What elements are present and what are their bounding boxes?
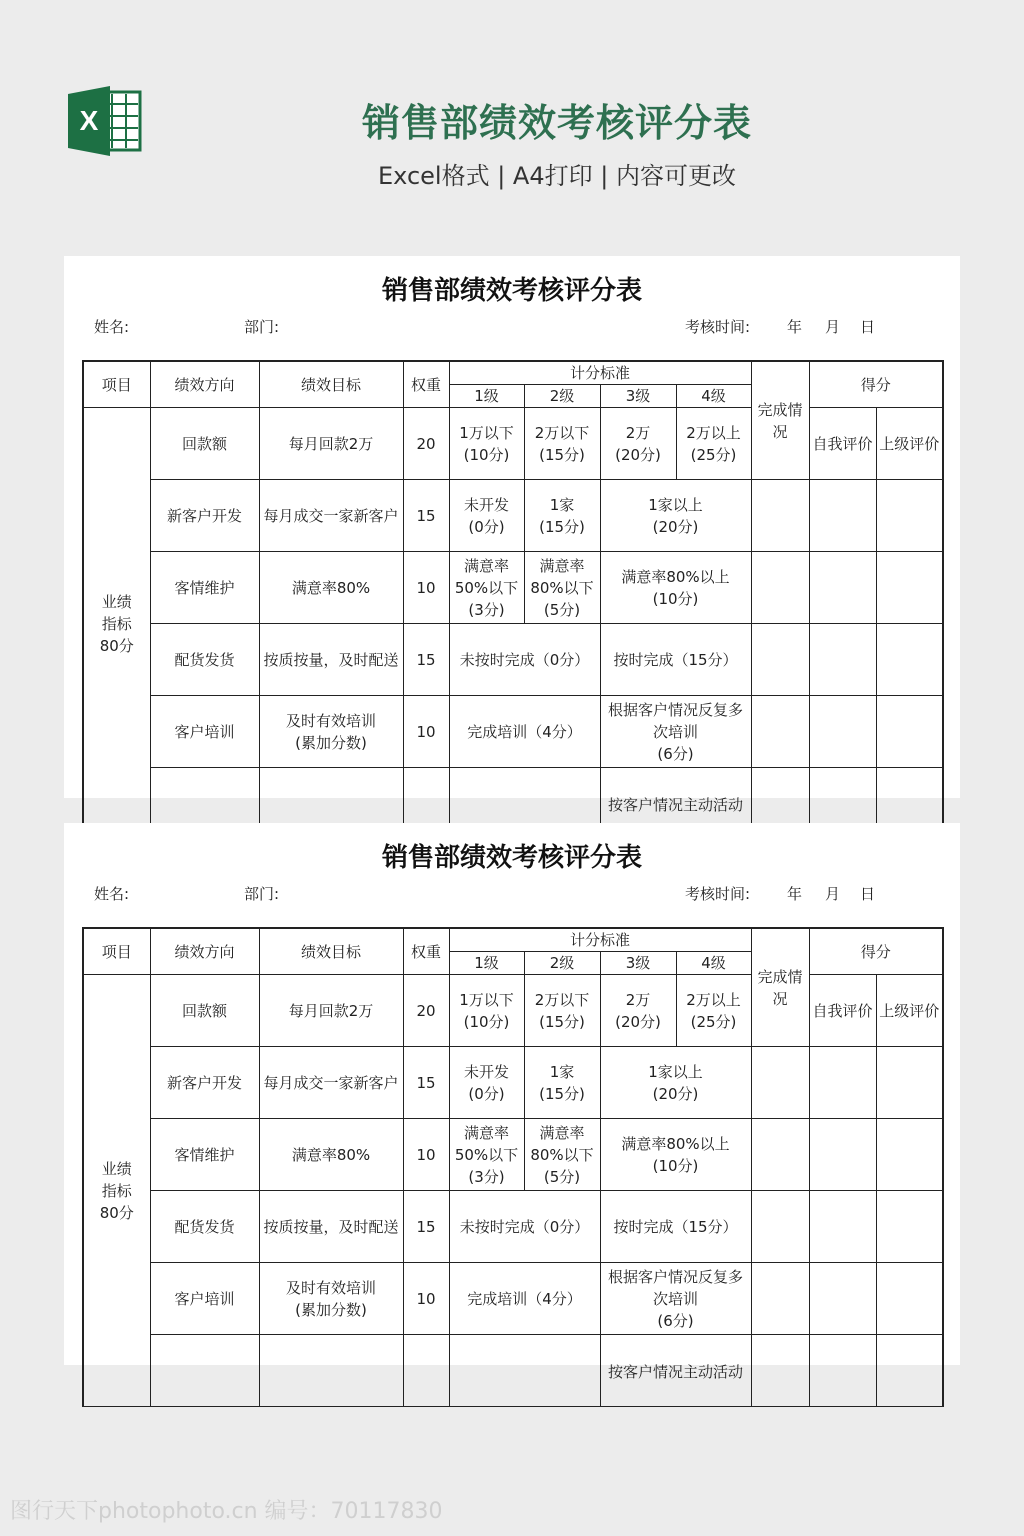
cut-row-text: 按客户情况主动活动 — [608, 1362, 744, 1381]
header-score: 得分 — [809, 928, 943, 975]
completion-cell — [751, 696, 809, 768]
day-label: 日 — [860, 885, 876, 903]
cut-row-text: 按客户情况主动活动 — [608, 795, 744, 814]
level-2-cell: 1家 (15分) — [524, 1047, 600, 1119]
level-1-2-cell: 完成培训（4分） — [449, 1263, 600, 1335]
header-item: 项目 — [83, 361, 150, 408]
watermark: 图行天下photophoto.cn 编号：70117830 — [10, 1499, 443, 1524]
month-label: 月 — [825, 318, 841, 336]
level-1-2-cell: 完成培训（4分） — [449, 696, 600, 768]
target-cell: 每月成交一家新客户 — [259, 480, 403, 552]
page-subtitle: Excel格式 | A4打印 | 内容可更改 — [378, 162, 736, 190]
direction-cell: 客户培训 — [150, 1263, 259, 1335]
table-row — [83, 1263, 943, 1335]
day-label: 日 — [860, 318, 876, 336]
table-row — [83, 696, 943, 768]
direction-cell: 客情维护 — [150, 552, 259, 624]
weight-cell: 10 — [403, 552, 449, 624]
completion-cell — [751, 552, 809, 624]
target-cell: 及时有效培训 (累加分数) — [259, 696, 403, 768]
level-3-cell: 2万 (20分) — [600, 975, 676, 1047]
table-row — [83, 975, 943, 1047]
header-direction: 绩效方向 — [150, 361, 259, 408]
superior-eval-cell — [876, 1263, 943, 1335]
info-row — [64, 316, 960, 338]
header-level-3: 3级 — [600, 952, 676, 975]
level-1-cell: 满意率 50%以下 (3分) — [449, 552, 524, 624]
level-1-2-cell: 未按时完成（0分） — [449, 1191, 600, 1263]
superior-eval-cell — [876, 1047, 943, 1119]
header-completion: 完成情况 — [751, 928, 809, 1047]
superior-eval-cell — [876, 1119, 943, 1191]
page-title: 销售部绩效考核评分表 — [361, 101, 752, 145]
header-row — [83, 361, 943, 385]
level-1-cell: 未开发 (0分) — [449, 1047, 524, 1119]
self-eval-header: 自我评价 — [812, 1001, 873, 1020]
self-eval-cell — [809, 1263, 876, 1335]
header-weight: 权重 — [403, 928, 449, 975]
sheet-preview-2 — [64, 823, 960, 1381]
self-eval-cell — [809, 696, 876, 768]
level-2-cell: 2万以下 (15分) — [524, 975, 600, 1047]
level-3-4-cell: 根据客户情况反复多 次培训 (6分) — [600, 1263, 751, 1335]
weight-cell: 15 — [403, 624, 449, 696]
level-2-cell: 满意率 80%以下 (5分) — [524, 552, 600, 624]
table-row — [83, 552, 943, 624]
target-cell: 满意率80% — [259, 1119, 403, 1191]
header-level-4: 4级 — [676, 385, 751, 408]
grid-wrap — [82, 927, 942, 1381]
dept-label: 部门: — [244, 885, 280, 903]
name-label: 姓名: — [94, 318, 130, 336]
direction-cell: 配货发货 — [150, 624, 259, 696]
superior-eval-cell — [876, 696, 943, 768]
month-label: 月 — [825, 885, 841, 903]
sheet-title: 销售部绩效考核评分表 — [381, 276, 642, 306]
level-1-cell: 1万以下 (10分) — [449, 975, 524, 1047]
header-level-2: 2级 — [524, 385, 600, 408]
self-eval-cell — [809, 1047, 876, 1119]
page-header — [0, 0, 1024, 240]
weight-cell: 15 — [403, 1191, 449, 1263]
header-target: 绩效目标 — [259, 361, 403, 408]
header-level-4: 4级 — [676, 952, 751, 975]
level-3-4-cell: 1家以上 (20分) — [600, 480, 751, 552]
header-scoring-standard: 计分标准 — [449, 361, 751, 385]
category-cell: 业绩 指标 80分 — [83, 408, 150, 840]
sheet-preview-1 — [64, 256, 960, 814]
target-cell: 按质按量，及时配送 — [259, 624, 403, 696]
direction-cell: 新客户开发 — [150, 1047, 259, 1119]
weight-cell: 10 — [403, 696, 449, 768]
table-row — [83, 1335, 943, 1407]
header-direction: 绩效方向 — [150, 928, 259, 975]
weight-cell: 15 — [403, 480, 449, 552]
level-1-cell: 未开发 (0分) — [449, 480, 524, 552]
superior-eval-cell — [876, 552, 943, 624]
year-label: 年 — [787, 885, 803, 903]
completion-cell — [751, 1191, 809, 1263]
table-row — [83, 408, 943, 480]
completion-cell — [751, 1119, 809, 1191]
year-label: 年 — [787, 318, 803, 336]
excel-icon — [68, 86, 142, 156]
level-2-cell: 满意率 80%以下 (5分) — [524, 1119, 600, 1191]
header-level-2: 2级 — [524, 952, 600, 975]
superior-eval-header: 上级评价 — [879, 1001, 940, 1020]
sheet-title: 销售部绩效考核评分表 — [381, 843, 642, 873]
weight-cell: 15 — [403, 1047, 449, 1119]
superior-eval-header: 上级评价 — [879, 434, 940, 453]
time-label: 考核时间: — [685, 318, 751, 336]
level-4-cell: 2万以上 (25分) — [676, 408, 751, 480]
table-row — [83, 1047, 943, 1119]
level-2-cell: 2万以下 (15分) — [524, 408, 600, 480]
weight-cell: 10 — [403, 1119, 449, 1191]
level-1-cell: 满意率 50%以下 (3分) — [449, 1119, 524, 1191]
weight-cell: 20 — [403, 408, 449, 480]
header-level-3: 3级 — [600, 385, 676, 408]
level-3-4-cell: 满意率80%以上 (10分) — [600, 1119, 751, 1191]
self-eval-cell — [809, 408, 876, 480]
completion-cell — [751, 1047, 809, 1119]
self-eval-cell — [809, 1191, 876, 1263]
table-row — [83, 1119, 943, 1191]
score-table — [82, 360, 944, 840]
time-label: 考核时间: — [685, 885, 751, 903]
header-target: 绩效目标 — [259, 928, 403, 975]
category-cell: 业绩 指标 80分 — [83, 975, 150, 1407]
level-1-cell: 1万以下 (10分) — [449, 408, 524, 480]
direction-cell: 回款额 — [150, 408, 259, 480]
completion-cell — [751, 1263, 809, 1335]
self-eval-cell — [809, 552, 876, 624]
target-cell: 每月成交一家新客户 — [259, 1047, 403, 1119]
direction-cell: 新客户开发 — [150, 480, 259, 552]
level-3-4-cell: 满意率80%以上 (10分) — [600, 552, 751, 624]
level-3-4-cell: 按时完成（15分） — [600, 1191, 751, 1263]
target-cell: 每月回款2万 — [259, 975, 403, 1047]
grid-wrap — [82, 360, 942, 814]
completion-cell — [751, 480, 809, 552]
header-item: 项目 — [83, 928, 150, 975]
table-row — [83, 624, 943, 696]
level-3-cell: 2万 (20分) — [600, 408, 676, 480]
superior-eval-cell — [876, 975, 943, 1047]
direction-cell: 客户培训 — [150, 696, 259, 768]
self-eval-header: 自我评价 — [812, 434, 873, 453]
self-eval-cell — [809, 624, 876, 696]
superior-eval-cell — [876, 480, 943, 552]
level-3-4-cell: 根据客户情况反复多 次培训 (6分) — [600, 696, 751, 768]
level-2-cell: 1家 (15分) — [524, 480, 600, 552]
target-cell: 及时有效培训 (累加分数) — [259, 1263, 403, 1335]
level-4-cell: 2万以上 (25分) — [676, 975, 751, 1047]
target-cell: 每月回款2万 — [259, 408, 403, 480]
target-cell: 满意率80% — [259, 552, 403, 624]
superior-eval-cell — [876, 1191, 943, 1263]
level-3-4-cell: 按时完成（15分） — [600, 624, 751, 696]
header-completion: 完成情况 — [751, 361, 809, 480]
dept-label: 部门: — [244, 318, 280, 336]
info-row — [64, 883, 960, 905]
direction-cell: 回款额 — [150, 975, 259, 1047]
header-level-1: 1级 — [449, 952, 524, 975]
level-3-4-cell — [600, 1335, 751, 1407]
level-1-2-cell: 未按时完成（0分） — [449, 624, 600, 696]
self-eval-cell — [809, 480, 876, 552]
superior-eval-cell — [876, 408, 943, 480]
header-level-1: 1级 — [449, 385, 524, 408]
superior-eval-cell — [876, 624, 943, 696]
name-label: 姓名: — [94, 885, 130, 903]
direction-cell: 客情维护 — [150, 1119, 259, 1191]
level-3-4-cell: 1家以上 (20分) — [600, 1047, 751, 1119]
header-row — [83, 928, 943, 952]
weight-cell: 20 — [403, 975, 449, 1047]
table-row — [83, 1191, 943, 1263]
target-cell: 按质按量，及时配送 — [259, 1191, 403, 1263]
score-table — [82, 927, 944, 1407]
weight-cell: 10 — [403, 1263, 449, 1335]
table-row — [83, 480, 943, 552]
self-eval-cell — [809, 975, 876, 1047]
excel-logo-letter: X — [79, 105, 99, 136]
header-weight: 权重 — [403, 361, 449, 408]
self-eval-cell — [809, 1119, 876, 1191]
completion-cell — [751, 624, 809, 696]
header-score: 得分 — [809, 361, 943, 408]
direction-cell: 配货发货 — [150, 1191, 259, 1263]
header-scoring-standard: 计分标准 — [449, 928, 751, 952]
